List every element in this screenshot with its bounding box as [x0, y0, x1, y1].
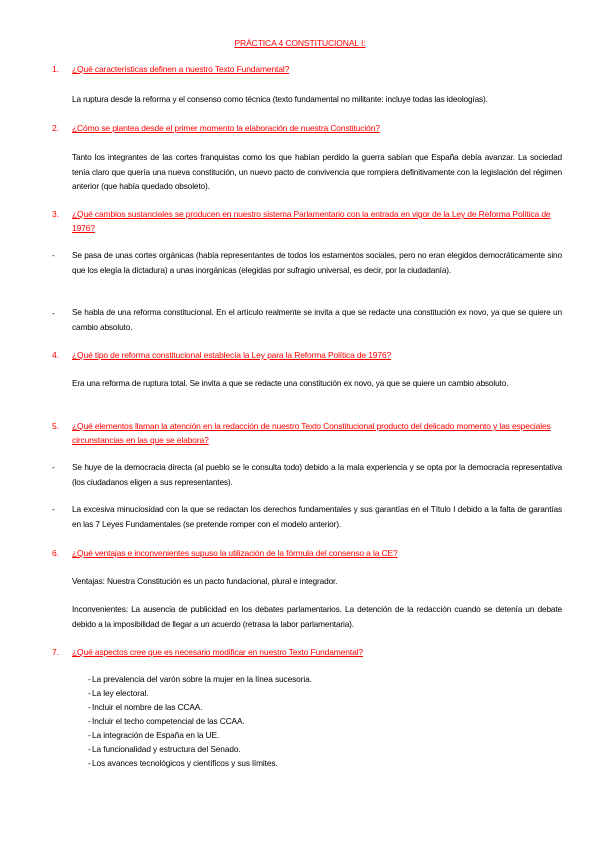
bullet-dash: -: [52, 504, 55, 514]
question-number: 2.: [52, 123, 59, 133]
list-dash: -: [88, 758, 91, 768]
question-number: 4.: [52, 350, 59, 360]
answer-6-disadvantages: Inconvenientes: La ausencia de publicidad en los debates parlamentarios. La detención de la redacción cuando se detenía un debate debido a la imposibilidad de llegar a un acuerdo (retrasa la labor parlamentaria).: [72, 604, 562, 629]
bullet-dash: -: [52, 308, 55, 318]
answer-3-item-2: Se habla de una reforma constitucional. En el artículo realmente se invita a que se redacte una constitución ex novo, ya que se quiere un cambio absoluto.: [72, 307, 562, 332]
list-dash: -: [88, 730, 91, 740]
question-4: [52, 348, 562, 362]
question-number: 6.: [52, 548, 59, 558]
question-1: [52, 62, 562, 76]
list-dash: -: [88, 716, 91, 726]
list-dash: -: [88, 702, 91, 712]
answer-5-item-2: La excesiva minuciosidad con la que se redactan los derechos fundamentales y sus garantías en el Título I debido a la falta de garantías en las 7 Leyes Fundamentales (se pretende romper con el modelo anterior).: [72, 504, 562, 529]
question-number: 1.: [52, 64, 59, 74]
list-item: Los avances tecnológicos y científicos y sus límites.: [92, 758, 278, 768]
list-item: La integración de España en la UE.: [92, 730, 220, 740]
question-6: [52, 546, 562, 560]
question-5: [52, 419, 562, 447]
question-text: ¿Qué tipo de reforma constitucional establecía la Ley para la Reforma Política de 1976?: [72, 350, 392, 360]
answer-3-item-1: Se pasa de unas cortes orgánicas (había representantes de todos los estamentos sociales, pero no eran elegidos democráticamente sino que los elegía la dictadura) a unas inorgánicas (elegidas por sufragio universal, es decir, por la ciudadanía).: [72, 250, 562, 275]
list-item: La prevalencia del varón sobre la mujer en la línea sucesoria.: [92, 674, 312, 684]
question-text: ¿Qué ventajas e inconvenientes supuso la utilización de la fórmula del consenso a la CE?: [72, 548, 398, 558]
answer-1: La ruptura desde la reforma y el consenso como técnica (texto fundamental no militante: incluye todas las ideologías).: [72, 94, 488, 104]
question-text: ¿Qué cambios sustanciales se producen en nuestro sistema Parlamentario con la entrada en vigor de la Ley de Reforma Política de 1976?: [72, 209, 551, 233]
bullet-dash: -: [52, 250, 55, 260]
list-dash: -: [88, 688, 91, 698]
question-number: 7.: [52, 647, 59, 657]
question-number: 5.: [52, 421, 59, 431]
list-item: Incluir el techo competencial de las CCAA.: [92, 716, 245, 726]
answer-4: Era una reforma de ruptura total. Se invita a que se redacte una constitución ex novo, ya que se quiere un cambio absoluto.: [72, 378, 509, 388]
list-dash: -: [88, 674, 91, 684]
question-text: ¿Qué elementos llaman la atención en la redacción de nuestro Texto Constitucional producto del delicado momento y las especiales circunstancias en las que se elabora?: [72, 421, 551, 445]
answer-5-item-1: Se huye de la democracia directa (al pueblo se le consulta todo) debido a la mala experiencia y se opta por la democracia representativa (los ciudadanos eligen a sus representantes).: [72, 462, 562, 487]
document-title: PRÁCTICA 4 CONSTITUCIONAL I:: [234, 38, 366, 48]
list-item: La funcionalidad y estructura del Senado.: [92, 744, 241, 754]
bullet-dash: -: [52, 462, 55, 472]
answer-2: Tanto los integrantes de las cortes franquistas como los que habían perdido la guerra sabían que España debía avanzar. La sociedad tenía claro que quería una nueva constitución, un nuevo pacto de convivencia que rompiera definitivamente con la legislación del régimen anterior (que había quedado obsoleto).: [72, 152, 562, 191]
list-item: La ley electoral.: [92, 688, 149, 698]
question-7: [52, 645, 562, 659]
question-3: [52, 207, 562, 235]
answer-6-advantages: Ventajas: Nuestra Constitución es un pacto fundacional, plural e integrador.: [72, 576, 338, 586]
question-text: ¿Qué características definen a nuestro Texto Fundamental?: [72, 64, 290, 74]
list-dash: -: [88, 744, 91, 754]
list-item: Incluir el nombre de las CCAA.: [92, 702, 203, 712]
question-text: ¿Qué aspectos cree que es necesario modificar en nuestro Texto Fundamental?: [72, 647, 363, 657]
question-text: ¿Cómo se plantea desde el primer momento la elaboración de nuestra Constitución?: [72, 123, 380, 133]
question-2: [52, 121, 562, 135]
question-number: 3.: [52, 209, 59, 219]
